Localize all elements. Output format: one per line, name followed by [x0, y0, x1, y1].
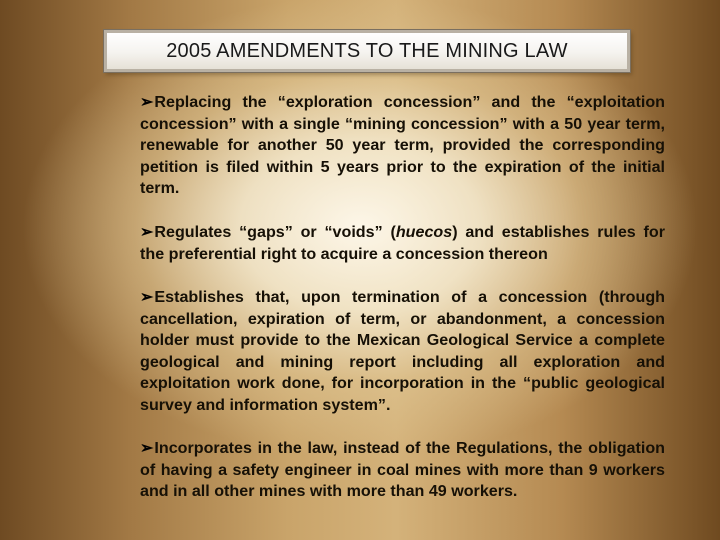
bullet-item-2	[140, 222, 665, 265]
arrow-bullet-icon: ➢	[140, 440, 154, 457]
bullet-item-1	[140, 92, 665, 200]
title-box	[104, 30, 630, 72]
bullet-text-2-italic: huecos	[395, 223, 453, 241]
bullet-item-3	[140, 287, 665, 416]
bullet-text-1: Replacing the “exploration concession” and the “exploitation concession” with a single “mining concession” with a 50 year term, renewable for another 50 year term, provided the corresponding petition is filed within 5 years prior to the expiration of the initial term.	[140, 93, 665, 197]
arrow-bullet-icon: ➢	[140, 94, 154, 111]
arrow-bullet-icon: ➢	[140, 289, 154, 306]
bullet-item-4	[140, 438, 665, 503]
slide-title: 2005 AMENDMENTS TO THE MINING LAW	[166, 40, 568, 62]
bullet-text-3: Establishes that, upon termination of a concession (through cancellation, expiration of term, or abandonment, a concession holder must provide to the Mexican Geological Service a complete geological and mining report including all exploration and exploitation work done, for incorporation in the “public geological survey and information system”.	[140, 288, 665, 414]
arrow-bullet-icon: ➢	[140, 224, 154, 241]
bullet-text-2a: Regulates “gaps” or “voids” (	[154, 223, 396, 241]
bullet-text-2b: ) and establishes rules for the preferential right to acquire a concession thereon	[140, 223, 665, 263]
bullet-text-4: Incorporates in the law, instead of the Regulations, the obligation of having a safety engineer in coal mines with more than 9 workers and in all other mines with more than 49 workers.	[140, 439, 665, 500]
